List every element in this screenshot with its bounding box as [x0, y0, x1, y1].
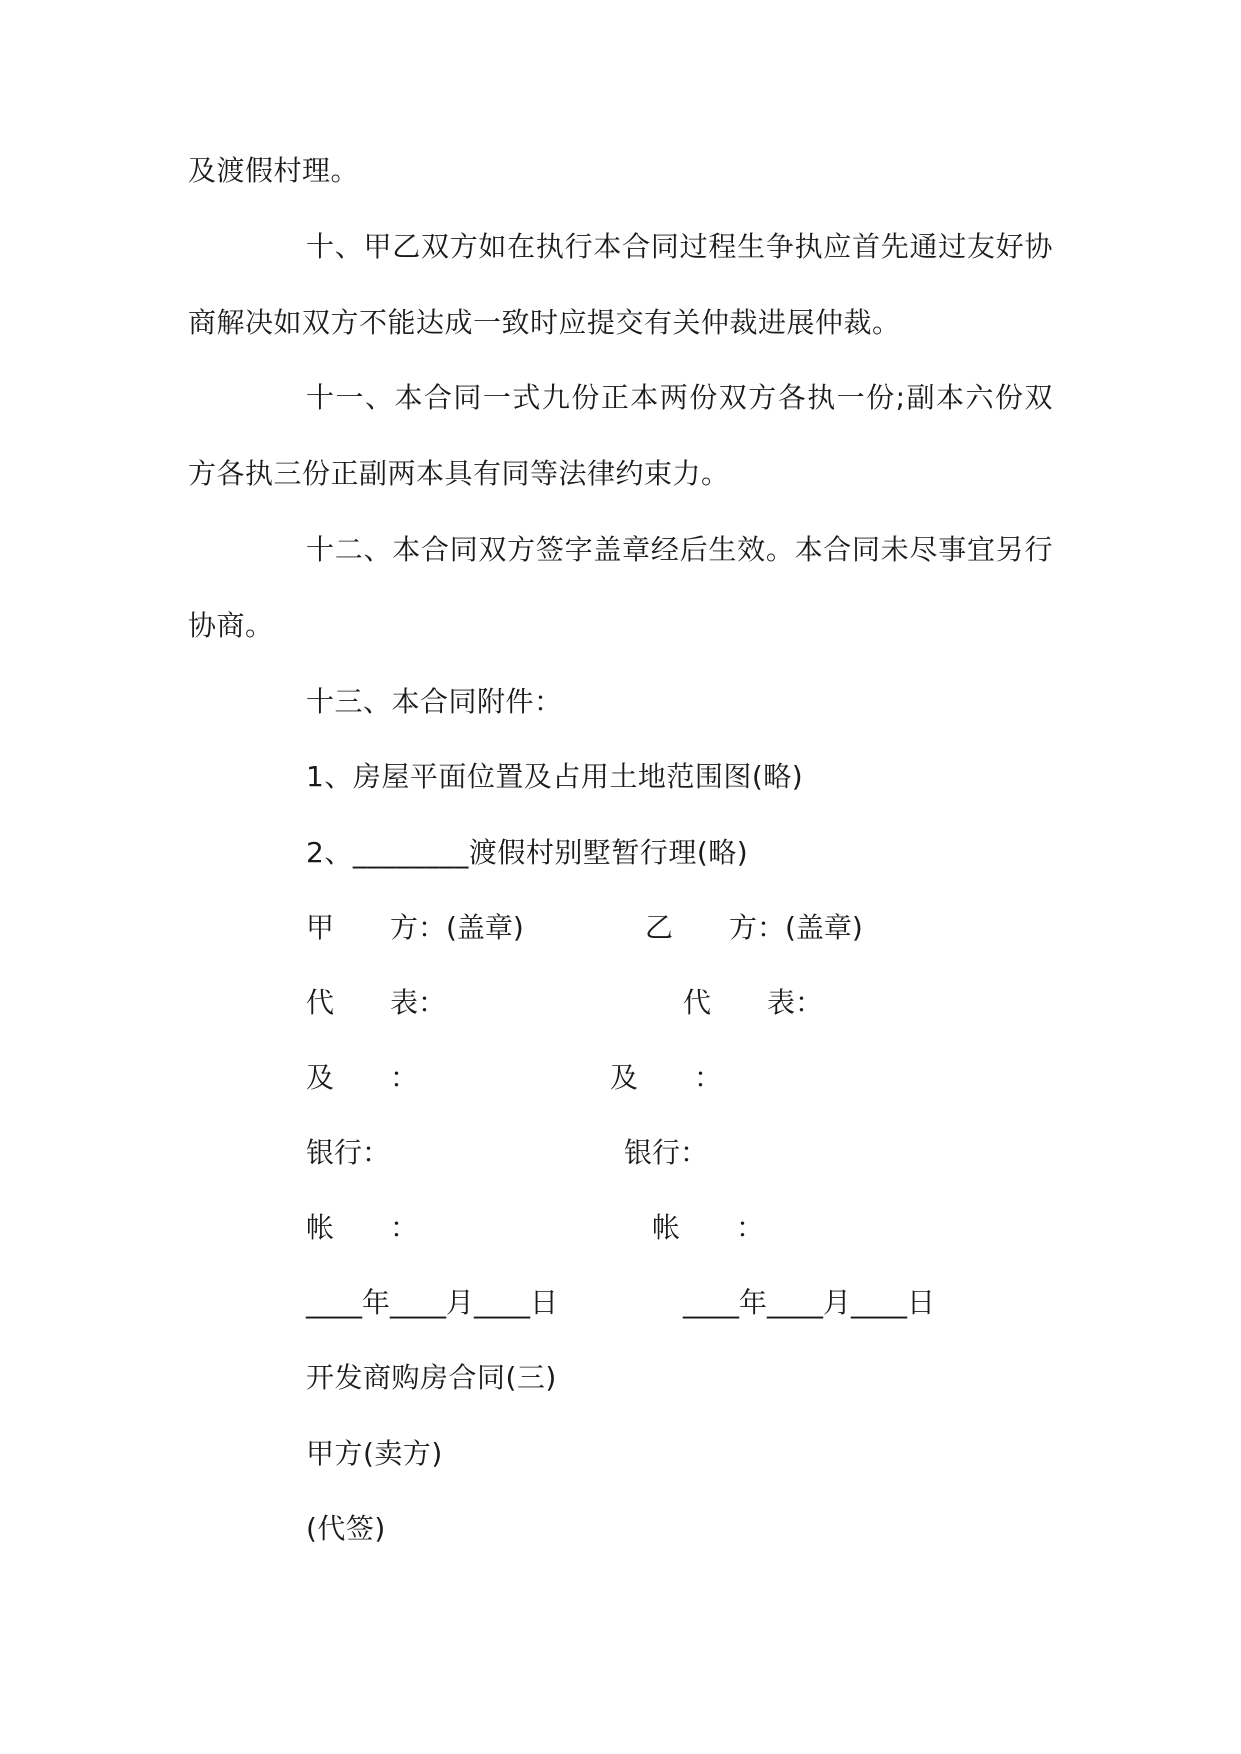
bank-a-label: 银行：: [306, 1136, 391, 1169]
representative-a-label: 代 表：: [306, 986, 447, 1019]
account-b-label: 帐 ：: [652, 1211, 765, 1244]
and-a-label: 及 ：: [306, 1061, 419, 1094]
clause-10-line-2: 商解决如双方不能达成一致时应提交有关仲裁进展仲裁。: [188, 306, 901, 339]
signature-row-representative: [0, 983, 1241, 1023]
signature-row-party: [0, 908, 1241, 948]
and-b-label: 及 ：: [610, 1061, 723, 1094]
clause-11-line-2: 方各执三份正副两本具有同等法律约束力。: [188, 457, 730, 490]
clause-10-line-1: 十、甲乙双方如在执行本合同过程生争执应首先通过友好协: [306, 230, 1053, 263]
clause-12-line-1: 十二、本合同双方签字盖章经后生效。本合同未尽事宜另行: [306, 533, 1053, 566]
next-contract-title: 开发商购房合同(三): [306, 1361, 557, 1394]
attachment-item-2: 2、________渡假村别墅暂行理(略): [306, 836, 749, 869]
signature-row-date: [0, 1283, 1241, 1323]
paragraph-line: 及渡假村理。: [188, 154, 360, 187]
signature-row-and: [0, 1058, 1241, 1098]
signature-row-bank: [0, 1133, 1241, 1173]
clause-11-line-1: 十一、本合同一式九份正本两份双方各执一份;副本六份双: [306, 381, 1053, 414]
attachment-item-1: 1、房屋平面位置及占用土地范围图(略): [306, 760, 804, 793]
party-a-label: 甲 方：(盖章): [306, 911, 524, 944]
clause-13-heading: 十三、本合同附件：: [306, 685, 563, 718]
bank-b-label: 银行：: [624, 1136, 709, 1169]
proxy-label: (代签): [306, 1512, 386, 1545]
signature-row-account: [0, 1208, 1241, 1248]
party-a-seller-label: 甲方(卖方): [306, 1437, 443, 1470]
account-a-label: 帐 ：: [306, 1211, 419, 1244]
representative-b-label: 代 表：: [683, 986, 824, 1019]
party-b-label: 乙 方：(盖章): [645, 911, 863, 944]
date-b-field: ____年____月____日: [683, 1286, 936, 1319]
date-a-field: ____年____月____日: [306, 1286, 559, 1319]
clause-12-line-2: 协商。: [188, 609, 274, 642]
